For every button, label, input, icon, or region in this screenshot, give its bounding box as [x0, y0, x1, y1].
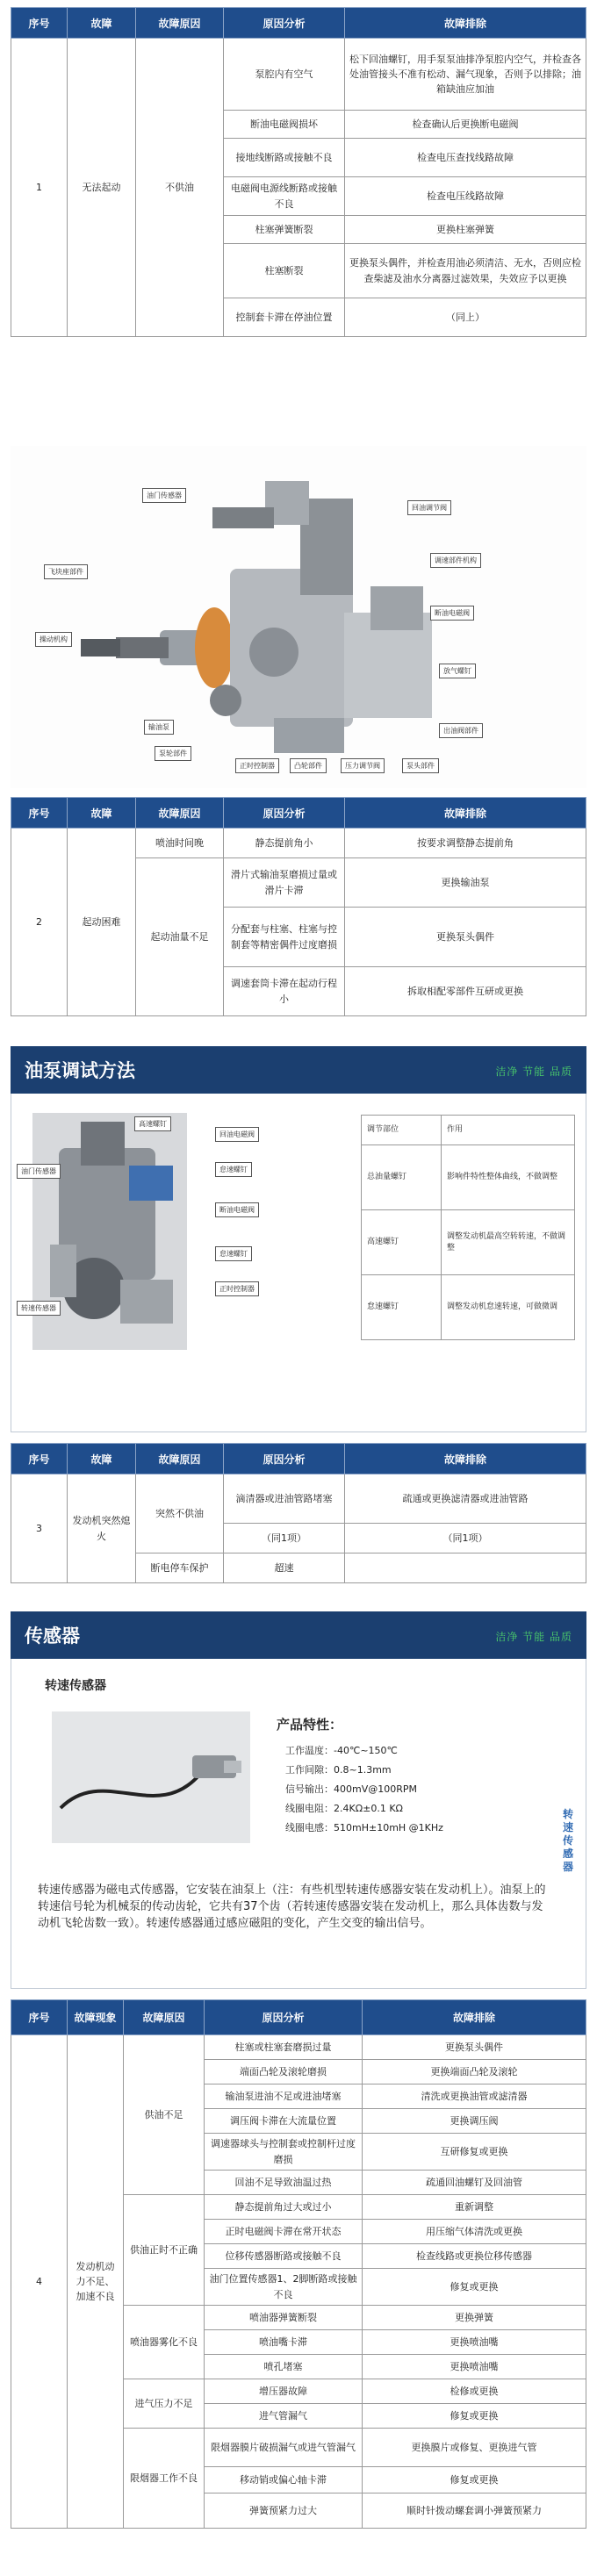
fix-cell: 按要求调整静态提前角 — [345, 829, 586, 858]
analysis-cell: 超速 — [224, 1553, 345, 1583]
header-fix: 故障排除 — [345, 1444, 586, 1475]
adjust-effect: 调整发动机最高空转转速，不做调整 — [442, 1210, 575, 1275]
header-analysis: 原因分析 — [224, 8, 345, 39]
callout-label: 放气螺钉 — [439, 664, 476, 678]
props-title: 产品特性： — [277, 1717, 343, 1733]
analysis-cell: 位移传感器断路或接触不良 — [205, 2244, 363, 2269]
analysis-cell: 弹簧预紧力过大 — [205, 2493, 363, 2529]
cause-cell: 起动油量不足 — [136, 858, 224, 1016]
analysis-cell: （同1项） — [224, 1524, 345, 1553]
cause-cell: 断电停车保护 — [136, 1553, 224, 1583]
header-no: 序号 — [11, 8, 68, 39]
adjust-header-effect: 作用 — [442, 1116, 575, 1145]
analysis-cell: 油门位置传感器1、2脚断路或接触不良 — [205, 2269, 363, 2306]
adjust-part: 怠速螺钉 — [362, 1275, 442, 1340]
callout-label: 泵头部件 — [402, 758, 439, 773]
analysis-cell: 控制套卡滞在停油位置 — [224, 298, 345, 337]
callout-label: 凸轮部件 — [290, 758, 327, 773]
adjust-part: 高速螺钉 — [362, 1210, 442, 1275]
callout-label: 操动机构 — [35, 632, 72, 647]
fix-cell: 互研修复或更换 — [363, 2134, 586, 2171]
header-fix: 故障排除 — [363, 2000, 586, 2035]
cause-cell: 供油不足 — [124, 2035, 205, 2195]
adjust-part: 总油量螺钉 — [362, 1145, 442, 1210]
callout-label: 怠速螺钉 — [215, 1246, 252, 1261]
fix-cell: 更换喷油嘴 — [363, 2330, 586, 2355]
fix-cell: 疏通回油螺钉及回油管 — [363, 2171, 586, 2195]
pump-cutaway-illustration — [11, 446, 586, 788]
cause-cell: 喷油时间晚 — [136, 829, 224, 858]
analysis-cell: 调压阀卡滞在大流量位置 — [205, 2109, 363, 2134]
analysis-cell: 调速器球头与控制套或控制杆过度磨损 — [205, 2134, 363, 2171]
section-title: 传感器 — [25, 1625, 80, 1647]
fault-table-4 — [11, 1999, 586, 2529]
callout-label: 泵轮部件 — [155, 746, 191, 761]
fix-cell: 更换输油泵 — [345, 858, 586, 908]
analysis-cell: 柱塞断裂 — [224, 244, 345, 298]
callout-label: 正时控制器 — [215, 1281, 259, 1296]
analysis-cell: 电磁阀电源线断路或接触不良 — [224, 177, 345, 216]
pump-cutaway-figure — [11, 446, 586, 788]
fix-cell: 更换泵头偶件 — [345, 908, 586, 967]
prop-item: 线圈电阻：2.4KΩ±0.1 KΩ — [285, 1803, 403, 1814]
fix-cell: 松下回油螺钉，用手泵泵油排净泵腔内空气，并检查各处油管接头不准有松动、漏气现象，否则予以排除；油箱缺油应加油 — [345, 39, 586, 111]
fault-table-3 — [11, 1443, 586, 1583]
analysis-cell: 断油电磁阀损坏 — [224, 111, 345, 139]
prop-item: 信号输出：400mV@100RPM — [285, 1783, 417, 1795]
analysis-cell: 泵腔内有空气 — [224, 39, 345, 111]
fix-cell: 清洗或更换油管或滤清器 — [363, 2084, 586, 2109]
fault-cell: 发动机突然熄火 — [68, 1475, 136, 1583]
callout-label: 飞块座部件 — [44, 564, 88, 579]
callout-label: 出油阀部件 — [439, 723, 483, 738]
section-title: 油泵调试方法 — [25, 1060, 135, 1081]
analysis-cell: 调速套筒卡滞在起动行程小 — [224, 967, 345, 1016]
cause-cell: 限烟器工作不良 — [124, 2429, 205, 2529]
analysis-cell: 进气管漏气 — [205, 2404, 363, 2429]
fix-cell: （同上） — [345, 298, 586, 337]
callout-label: 怠速螺钉 — [215, 1162, 252, 1177]
callout-label: 调速部件机构 — [430, 553, 481, 568]
cause-cell: 进气压力不足 — [124, 2379, 205, 2429]
header-analysis: 原因分析 — [224, 1444, 345, 1475]
header-no: 序号 — [11, 798, 68, 829]
prop-item: 工作温度：-40℃~150℃ — [285, 1745, 398, 1756]
header-fault: 故障 — [68, 8, 136, 39]
adjust-effect: 调整发动机怠速转速，可做微调 — [442, 1275, 575, 1340]
fix-cell: 检查电压查找线路故障 — [345, 139, 586, 177]
callout-label: 转速传感器 — [17, 1301, 61, 1316]
fix-cell: 顺时针拨动螺套调小弹簧预紧力 — [363, 2493, 586, 2529]
analysis-cell: 分配套与柱塞、柱塞与控制套等精密偶件过度磨损 — [224, 908, 345, 967]
header-no: 序号 — [11, 2000, 68, 2035]
pump-adjust-banner — [11, 1046, 586, 1094]
cause-cell: 突然不供油 — [136, 1475, 224, 1553]
fix-cell: 用压缩气体清洗或更换 — [363, 2220, 586, 2244]
cause-cell: 供油正时不正确 — [124, 2195, 205, 2306]
row-number: 3 — [11, 1475, 68, 1583]
pump-adjust-panel — [11, 1094, 586, 1432]
analysis-cell: 柱塞弹簧断裂 — [224, 216, 345, 244]
callout-label: 油门传感器 — [17, 1164, 61, 1179]
header-fault: 故障 — [68, 798, 136, 829]
sensor-panel — [11, 1659, 586, 1989]
fix-cell: 修复或更换 — [363, 2467, 586, 2493]
callout-label: 断油电磁阀 — [215, 1202, 259, 1217]
fix-cell: 检修或更换 — [363, 2379, 586, 2404]
fault-cell: 起动困难 — [68, 829, 136, 1016]
header-cause: 故障原因 — [136, 798, 224, 829]
analysis-cell: 喷孔堵塞 — [205, 2355, 363, 2379]
analysis-cell: 回油不足导致油温过热 — [205, 2171, 363, 2195]
fix-cell: 更换膜片或修复、更换进气管 — [363, 2429, 586, 2467]
slogan: 洁净 节能 品质 — [495, 1631, 572, 1643]
analysis-cell: 喷油嘴卡滞 — [205, 2330, 363, 2355]
header-cause: 故障原因 — [136, 8, 224, 39]
analysis-cell: 滴清器或进油管路堵塞 — [224, 1475, 345, 1524]
fix-cell: 更换泵头偶件，并检查用油必须清洁、无水，否则应检查柴滤及油水分离器过滤效果，失效应予以更换 — [345, 244, 586, 298]
adjust-effect: 影响件特性整体曲线，不做调整 — [442, 1145, 575, 1210]
fix-cell: 更换泵头偶件 — [363, 2035, 586, 2060]
header-fault: 故障现象 — [68, 2000, 124, 2035]
fault-table-2 — [11, 797, 586, 1016]
fix-cell: 检查确认后更换断电磁阀 — [345, 111, 586, 139]
header-fix: 故障排除 — [345, 8, 586, 39]
cause-cell: 不供油 — [136, 39, 224, 337]
props-list — [285, 1741, 443, 1838]
header-analysis: 原因分析 — [224, 798, 345, 829]
fix-cell: 更换端面凸轮及滚轮 — [363, 2060, 586, 2084]
analysis-cell: 限烟器膜片破损漏气或进气管漏气 — [205, 2429, 363, 2467]
analysis-cell: 输油泵进油不足或进油堵塞 — [205, 2084, 363, 2109]
row-number: 4 — [11, 2035, 68, 2529]
fix-cell: 更换弹簧 — [363, 2306, 586, 2330]
fix-cell: 拆取相配零部件互研或更换 — [345, 967, 586, 1016]
analysis-cell: 端面凸轮及滚轮磨损 — [205, 2060, 363, 2084]
analysis-cell: 静态提前角小 — [224, 829, 345, 858]
header-fix: 故障排除 — [345, 798, 586, 829]
analysis-cell: 喷油器弹簧断裂 — [205, 2306, 363, 2330]
fix-cell: （同1项） — [345, 1524, 586, 1553]
fix-cell: 疏通或更换滤清器或进油管路 — [345, 1475, 586, 1524]
callout-label: 油门传感器 — [142, 488, 186, 503]
fix-cell: 重新调整 — [363, 2195, 586, 2220]
analysis-cell: 滑片式输油泵磨损过量或滑片卡滞 — [224, 858, 345, 908]
cause-cell: 喷油器雾化不良 — [124, 2306, 205, 2379]
header-no: 序号 — [11, 1444, 68, 1475]
callout-label: 压力调节阀 — [341, 758, 385, 773]
callout-label: 输油泵 — [144, 720, 174, 735]
fix-cell — [345, 1553, 586, 1583]
side-label: 转速传感器 — [563, 1808, 574, 1873]
fix-cell: 检查电压线路故障 — [345, 177, 586, 216]
callout-label: 回油电磁阀 — [215, 1127, 259, 1142]
sensor-banner — [11, 1611, 586, 1659]
slogan: 洁净 节能 品质 — [495, 1066, 572, 1078]
callout-label: 高速螺钉 — [134, 1116, 171, 1131]
sensor-photo — [52, 1711, 250, 1843]
fix-cell: 更换柱塞弹簧 — [345, 216, 586, 244]
adjust-table — [361, 1115, 575, 1340]
row-number: 1 — [11, 39, 68, 337]
prop-item: 工作间隙：0.8~1.3mm — [285, 1764, 392, 1776]
fault-table-1 — [11, 7, 586, 337]
analysis-cell: 静态提前角过大或过小 — [205, 2195, 363, 2220]
fix-cell: 更换喷油嘴 — [363, 2355, 586, 2379]
fix-cell: 检查线路或更换位移传感器 — [363, 2244, 586, 2269]
fault-cell: 发动机动力不足、加速不良 — [68, 2035, 124, 2529]
fix-cell: 修复或更换 — [363, 2269, 586, 2306]
analysis-cell: 增压器故障 — [205, 2379, 363, 2404]
prop-item: 线圈电感：510mH±10mH @1KHz — [285, 1822, 443, 1833]
fix-cell: 修复或更换 — [363, 2404, 586, 2429]
analysis-cell: 移动销或偏心轴卡滞 — [205, 2467, 363, 2493]
callout-label: 断油电磁阀 — [430, 606, 474, 621]
header-cause: 故障原因 — [124, 2000, 205, 2035]
header-cause: 故障原因 — [136, 1444, 224, 1475]
analysis-cell: 正时电磁阀卡滞在常开状态 — [205, 2220, 363, 2244]
sensor-paragraph: 转速传感器为磁电式传感器，它安装在油泵上（注：有些机型转速传感器安装在发动机上）。油泵上的转速信号轮为机械泵的传动齿轮，它共有37个齿（若转速传感器安装在发动机上，那么具体齿数与发动机飞轮齿数一致）。转速传感器通过感应磁阻的变化，产生交变的输出信号。 — [38, 1884, 546, 1930]
callout-label: 正时控制器 — [235, 758, 279, 773]
fix-cell: 更换调压阀 — [363, 2109, 586, 2134]
analysis-cell: 接地线断路或接触不良 — [224, 139, 345, 177]
callout-label: 回油调节阀 — [407, 500, 451, 515]
analysis-cell: 柱塞或柱塞套磨损过量 — [205, 2035, 363, 2060]
header-analysis: 原因分析 — [205, 2000, 363, 2035]
header-fault: 故障 — [68, 1444, 136, 1475]
fault-cell: 无法起动 — [68, 39, 136, 337]
row-number: 2 — [11, 829, 68, 1016]
adjust-header-part: 调节部位 — [362, 1116, 442, 1145]
sensor-subtitle: 转速传感器 — [45, 1679, 106, 1693]
